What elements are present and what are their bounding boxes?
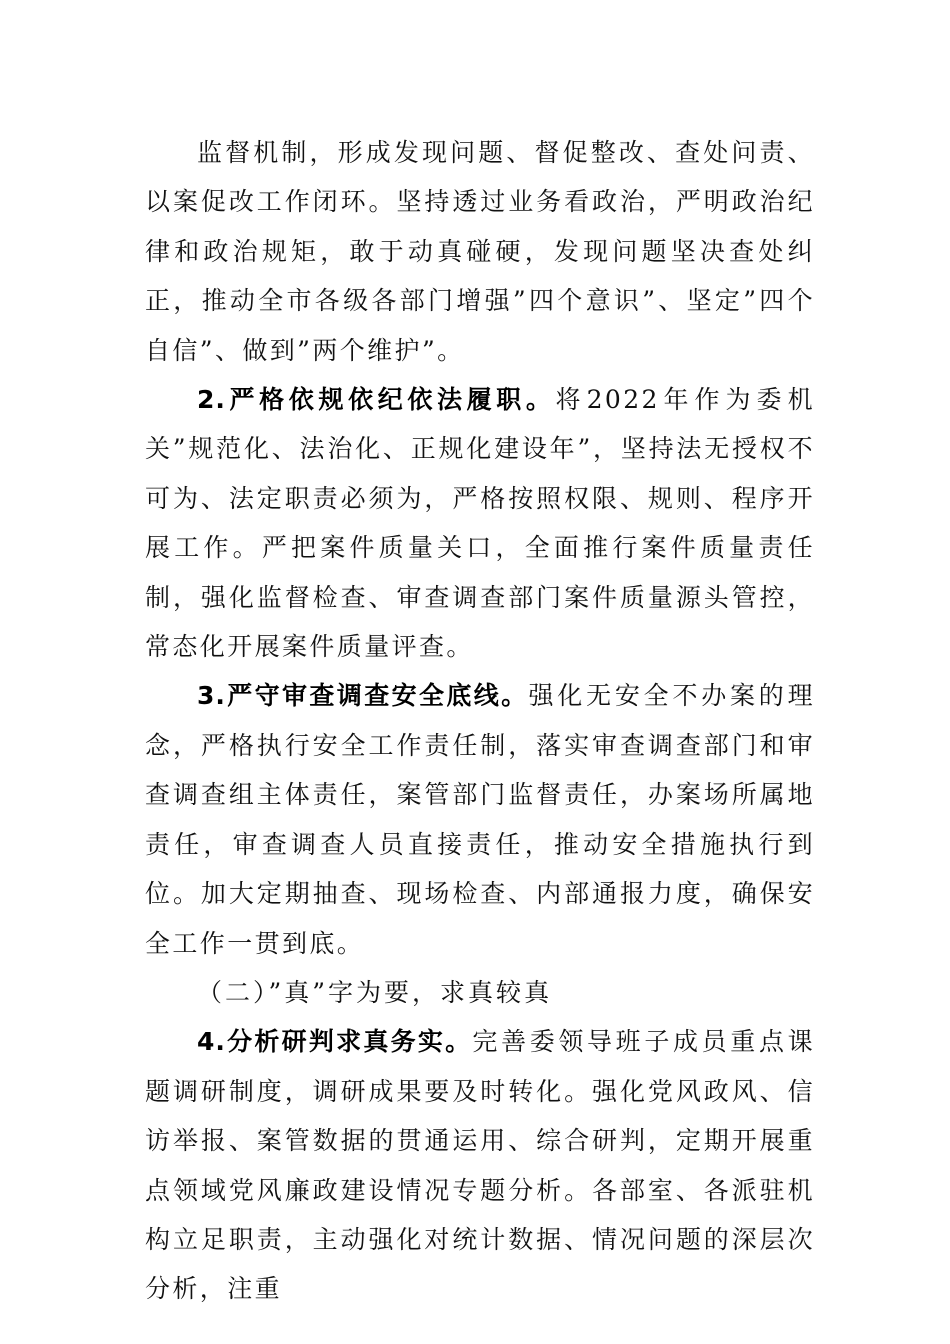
- section-subheading: [145, 968, 815, 1017]
- paragraph-text: 将2022年作为委机关”规范化、法治化、正规化建设年”，坚持法无授权不可为、法定职责必须为，严格按照权限、规则、程序开展工作。严把案件质量关口，全面推行案件质量责任制，强化监督检查、审查调查部门案件质量源头管控，常态化开展案件质量评查。: [145, 385, 815, 662]
- paragraph-text: 强化无安全不办案的理念，严格执行安全工作责任制，落实审查调查部门和审查调查组主体责任，案管部门监督责任，办案场所属地责任，审查调查人员直接责任，推动安全措施执行到位。加大定期抽查、现场检查、内部通报力度，确保安全工作一贯到底。: [145, 681, 815, 958]
- paragraph-heading: 3.严守审查调查安全底线。: [197, 681, 529, 711]
- paragraph-heading: 4.分析研判求真务实。: [197, 1027, 473, 1057]
- document-body: [145, 128, 815, 1314]
- paragraph-4-analysis: [145, 1017, 815, 1313]
- paragraph-2-strict-duties: [145, 375, 815, 671]
- paragraph-text: 监督机制，形成发现问题、督促整改、查处问责、以案促改工作闭环。坚持透过业务看政治，严明政治纪律和政治规矩，敢于动真碰硬，发现问题坚决查处纠正，推动全市各级各部门增强”四个意识”、坚定”四个自信”、做到”两个维护”。: [145, 138, 815, 365]
- paragraph-supervision-mechanism: [145, 128, 815, 375]
- subheading-text: （二）”真”字为要，求真较真: [197, 977, 553, 1007]
- paragraph-3-safety-bottom-line: [145, 671, 815, 967]
- paragraph-heading: 2.严格依规依纪依法履职。: [197, 385, 556, 415]
- paragraph-text: 完善委领导班子成员重点课题调研制度，调研成果要及时转化。强化党风政风、信访举报、案管数据的贯通运用、综合研判，定期开展重点领域党风廉政建设情况专题分析。各部室、各派驻机构立足职责，主动强化对统计数据、情况问题的深层次分析，注重: [145, 1027, 815, 1304]
